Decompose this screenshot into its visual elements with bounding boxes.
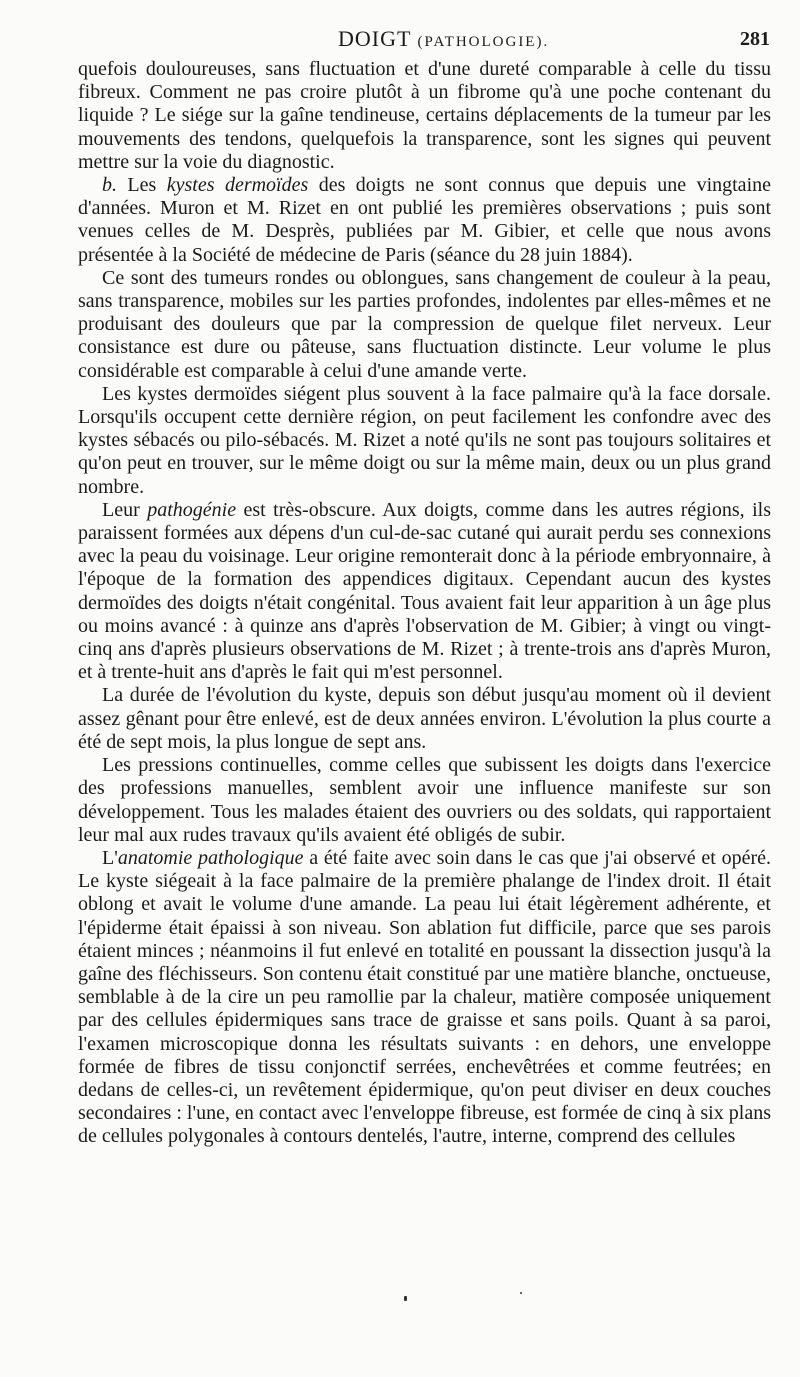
- italic-run: kystes dermoïdes: [166, 174, 309, 197]
- paragraph-p4: [78, 383, 771, 499]
- paragraph-p7: [78, 754, 771, 847]
- paragraph-p5: [78, 499, 771, 685]
- body-text: [78, 58, 771, 1149]
- text-run: des doigts ne sont connus que depuis une vingtaine d'années. Muron et M. Rizet en ont publié les premières observations ; puis sont venues celles de M. Desprès, publiées par M. Gibier, et celle que nous avons présentée à la Société de médecine de Paris (séance du 28 juin 1884).: [78, 174, 771, 266]
- paragraph-p3: [78, 267, 771, 383]
- text-run: Leur: [102, 498, 148, 521]
- italic-run: b.: [102, 174, 117, 197]
- text-run: a été faite avec soin dans le cas que j'ai observé et opéré. Le kyste siégeait à la face palmaire de la première phalange de l'index droit. Il était oblong et avait le volume d'une amande. La peau lui était légèrement adhérente, et l'épiderme était épaissi à son niveau. Son ablation fut difficile, parce que ses parois étaient minces ; néanmoins il fut enlevé en totalité en poussant la dissection jusqu'à la gaîne des fléchisseurs. Son contenu était constitué par une matière blanche, onctueuse, semblable à de la cire un peu ramollie par la chaleur, matière composée uniquement par des cellules épidermiques sans trace de graisse et sans poils. Quant à sa paroi, l'examen microscopique donna les résultats suivants : en dehors, une enveloppe formée de fibres de tissu conjonctif serrées, enchevêtrées et comme feutrées; en dedans de celles-ci, un revêtement épidermique, qu'on peut diviser en deux couches secondaires : l'une, en contact avec l'enveloppe fibreuse, est formée de cinq à six plans de cellules polygonales à contours dentelés, l'autre, interne, comprend des cellules: [78, 846, 771, 1148]
- italic-run: pathogénie: [147, 498, 237, 521]
- text-run: L': [102, 846, 118, 869]
- paragraph-p6: [78, 684, 771, 754]
- text-run: Ce sont des tumeurs rondes ou oblongues, sans changement de couleur à la peau, sans transparence, mobiles sur les parties profondes, indolentes par elles-mêmes et ne produisant des douleurs que par la compression de quelque filet nerveux. Leur consistance est dure ou pâteuse, sans fluctuation distincte. Leur volume le plus considérable est comparable à celui d'une amande verte.: [78, 266, 771, 382]
- text-run: La durée de l'évolution du kyste, depuis son début jusqu'au moment où il devient assez gênant pour être enlevé, est de deux années environ. L'évolution la plus courte a été de sept mois, la plus longue de sept ans.: [78, 684, 771, 753]
- running-title-sub: (PATHOLOGIE).: [417, 34, 550, 50]
- running-head: [80, 22, 770, 52]
- text-run: quefois douloureuses, sans fluctuation et d'une dureté comparable à celle du tissu fibreux. Comment ne pas croire plutôt à un fibrome qu'à une poche contenant du liquide ? Le siége sur la gaîne tendineuse, certains déplacements de la tumeur par les mouvements des tendons, quelquefois la transparence, sont les signes qui peuvent mettre sur la voie du diagnostic.: [78, 58, 771, 173]
- paragraph-p1: [78, 58, 771, 174]
- text-run: Les kystes dermoïdes siégent plus souvent à la face palmaire qu'à la face dorsale. Lorsqu'ils occupent cette dernière région, on peut facilement les confondre avec des kystes sébacés ou pilo-sébacés. M. Rizet a noté qu'ils ne sont pas toujours solitaires et qu'on peut en trouver, sur le même doigt ou sur la même main, deux ou un plus grand nombre.: [78, 382, 771, 498]
- paragraph-p2: [78, 174, 771, 267]
- text-run: est très-obscure. Aux doigts, comme dans les autres régions, ils paraissent formées aux dépens d'un cul-de-sac cutané qui aurait perdu ses connexions avec la peau du voisinage. Leur origine remonterait donc à la période embryonnaire, à l'époque de la formation des appendices digitaux. Cependant aucun des kystes dermoïdes des doigts n'était congénital. Tous avaient fait leur apparition à un âge plus ou moins avancé : à quinze ans d'après l'observation de M. Gibier; à vingt ou vingt-cinq ans d'après plusieurs observations de M. Rizet ; à trente-trois ans d'après Muron, et à trente-huit ans d'après le fait qui m'est personnel.: [78, 498, 771, 684]
- scan-specks: [0, 1290, 800, 1330]
- scan-speck: [404, 1296, 407, 1301]
- paragraph-p8: [78, 847, 771, 1149]
- scan-speck: [520, 1292, 522, 1294]
- text-run: Les pressions continuelles, comme celles que subissent les doigts dans l'exercice des professions manuelles, semblent avoir une influence manifeste sur son développement. Tous les malades étaient des ouvriers ou des soldats, qui rapportaient leur mal aux rudes travaux qu'ils avaient été obligés de subir.: [78, 754, 771, 846]
- italic-run: anatomie pathologique: [117, 846, 304, 869]
- running-title-main: DOIGT: [338, 26, 418, 51]
- running-title: [338, 26, 549, 52]
- page-number: 281: [740, 28, 770, 50]
- text-run: Les: [117, 174, 167, 197]
